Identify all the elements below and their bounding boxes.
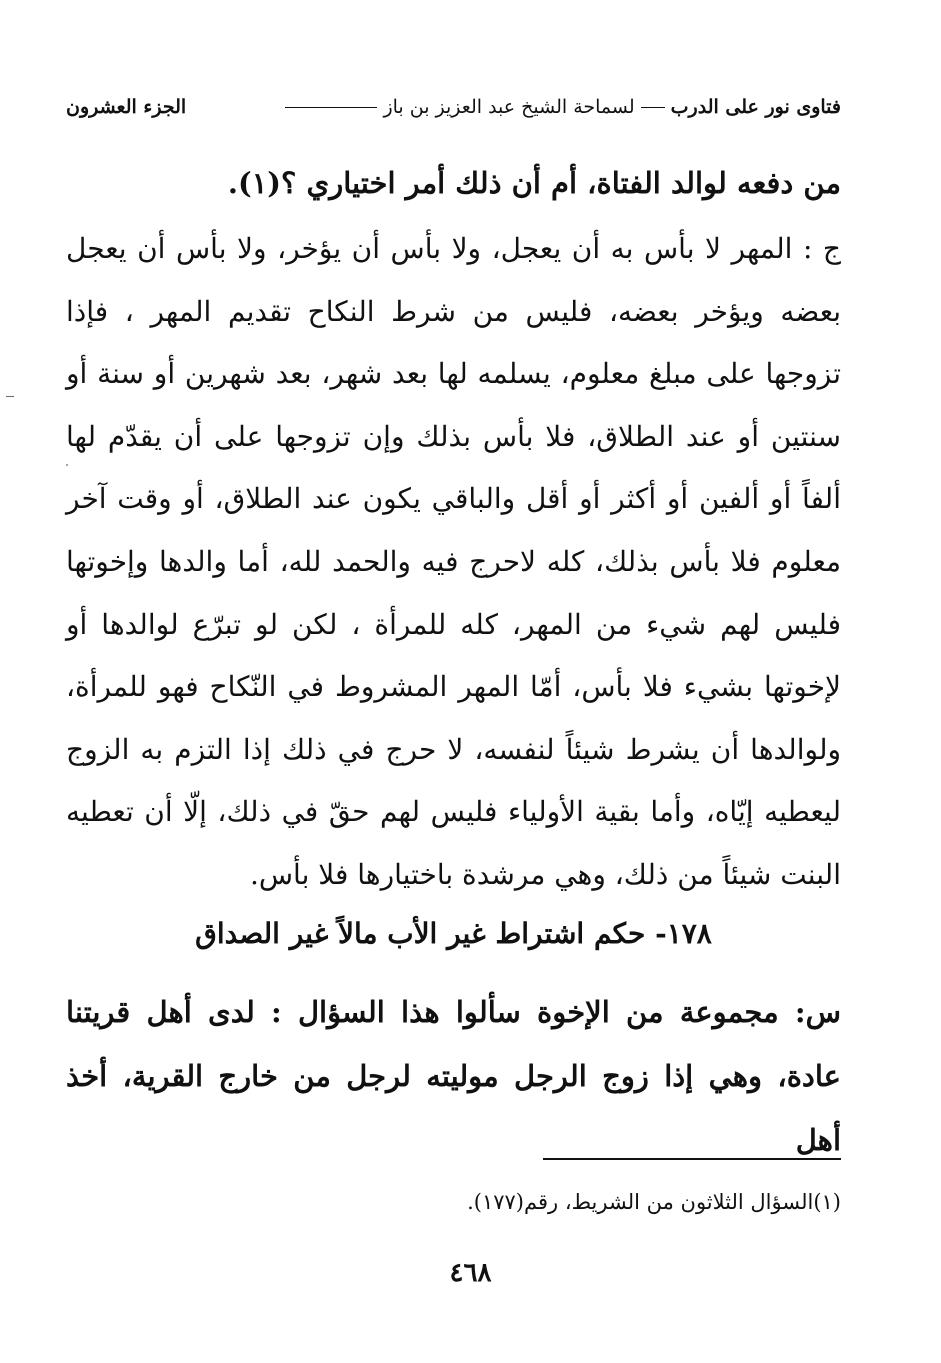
author-name: لسماحة الشيخ عبد العزيز بن باز: [383, 96, 635, 118]
book-title: فتاوى نور على الدرب: [670, 96, 841, 118]
header-rule-long: [285, 107, 377, 108]
volume-part: الجزء العشرون: [66, 96, 187, 118]
header-rule-short: [641, 107, 665, 108]
header-right-group: [285, 96, 841, 118]
running-header: [66, 96, 841, 136]
section-heading: ١٧٨- حكم اشتراط غير الأب مالاً غير الصداق: [195, 917, 712, 950]
scan-mark: [6, 396, 14, 397]
answer-paragraph: ج : المهر لا بأس به أن يعجل، ولا بأس أن يؤخر، ولا بأس أن يعجل بعضه ويؤخر بعضه، فليس من شرط النكاح تقديم المهر ، فإذا تزوجها على مبلغ معلوم، يسلمه لها بعد شهر، بعد شهرين أو سنة أو سنتين أو عند الطلاق، فلا بأس بذلك وإن تزوجها على أن يقدّم لها ألفاً أو ألفين أو أكثر أو أقل والباقي يكون عند الطلاق، أو وقت آخر معلوم فلا بأس بذلك، كله لاحرج فيه والحمد لله، أما والدها وإخوتها فليس لهم شيء من المهر، كله للمرأة ، لكن لو تبرّع لوالدها أو لإخوتها بشيء فلا بأس، أمّا المهر المشروط في النّكاح فهو للمرأة، ولوالدها أن يشرط شيئاً لنفسه، لا حرج في ذلك إذا التزم به الزوج ليعطيه إيّاه، وأما بقية الأولياء فليس لهم حقّ في ذلك، إلّا أن تعطيه البنت شيئاً من ذلك، وهي مرشدة باختيارها فلا بأس.: [66, 232, 841, 891]
footnote-divider: [543, 1158, 841, 1160]
question-paragraph: س: مجموعة من الإخوة سألوا هذا السؤال : لدى أهل قريتنا عادة، وهي إذا زوج الرجل موليته لرجل من خارج القرية، أخذ أهل: [66, 995, 841, 1157]
question-continuation: من دفعه لوالد الفتاة، أم أن ذلك أمر اختياري ؟(١).: [227, 166, 841, 200]
page-number: ٤٦٨: [449, 1258, 492, 1288]
scan-dot: [66, 464, 68, 466]
footnote: (١)السؤال الثلاثون من الشريط، رقم(١٧٧).: [467, 1190, 841, 1214]
